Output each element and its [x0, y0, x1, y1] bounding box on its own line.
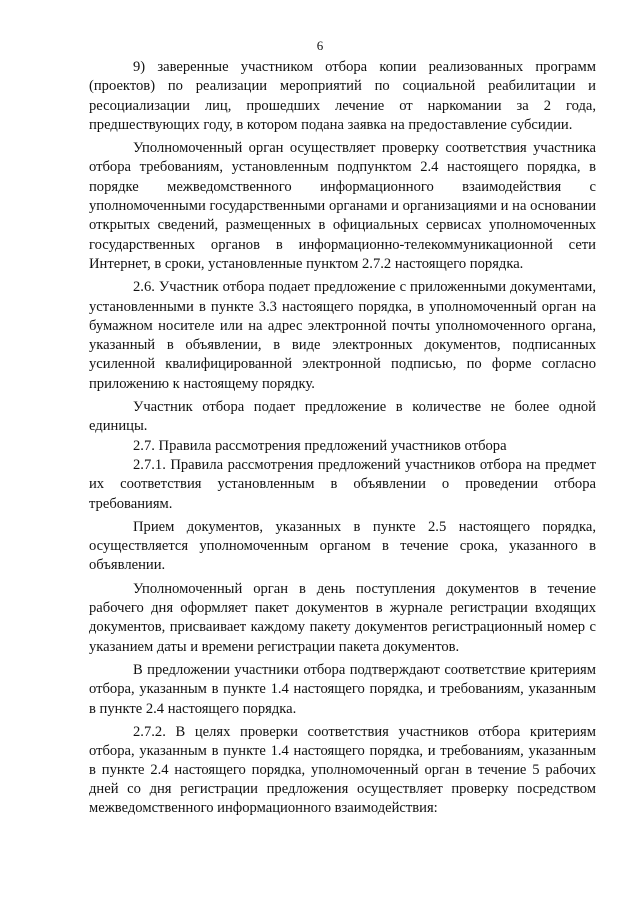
- paragraph-proposal-count: Участник отбора подает предложение в количестве не более одной единицы.: [89, 399, 596, 435]
- paragraph-verification: Уполномоченный орган осуществляет проверку соответствия участника отбора требованиям, установленным подпунктом 2.4 настоящего порядка, в порядке межведомственного информационного взаимодействия с уполномоченными государственными органами и организациями и на основании открытых сведений, размещенных в официальных сервисах уполномоченных государственных органов в информационно-телекоммуникационной сети Интернет, в сроки, установленные пунктом 2.7.2 настоящего порядка.: [89, 140, 596, 272]
- document-body: [89, 58, 596, 818]
- paragraph-2-7-1: 2.7.1. Правила рассмотрения предложений участников отбора на предмет их соответствия установленным в объявлении о проведении отбора требованиям.: [89, 456, 596, 512]
- section-heading-2-7: 2.7. Правила рассмотрения предложений участников отбора: [133, 437, 507, 454]
- page-number: 6: [316, 38, 324, 53]
- paragraph-criteria-confirmation: В предложении участники отбора подтверждают соответствие критериям отбора, указанным в пункте 1.4 настоящего порядка, и требованиям, указанным в пункте 2.4 настоящего порядка.: [89, 661, 596, 717]
- paragraph-2-6: 2.6. Участник отбора подает предложение с приложенными документами, установленными в пункте 3.3 настоящего порядка, в уполномоченный орган на бумажном носителе или на адрес электронной почты уполномоченного органа, указанный в объявлении, в виде электронных документов, подписанных усиленной квалифицированной электронной подписью, по форме согласно приложению к настоящему порядку.: [89, 279, 596, 392]
- paragraph-item-9: 9) заверенные участником отбора копии реализованных программ (проектов) по реализации мероприятий по социальной реабилитации и ресоциализации лиц, прошедших лечение от наркомании за 2 года, предшествующих году, в котором подана заявка на предоставление субсидии.: [89, 59, 596, 133]
- paragraph-2-7-2: 2.7.2. В целях проверки соответствия участников отбора критериям отбора, указанным в пункте 1.4 настоящего порядка, и требованиям, указанным в пункте 2.4 настоящего порядка, уполномоченный орган в течение 5 рабочих дней со дня регистрации предложения осуществляет проверку посредством межведомственного информационного взаимодействия:: [89, 723, 596, 817]
- paragraph-document-reception: Прием документов, указанных в пункте 2.5 настоящего порядка, осуществляется уполномоченным органом в течение срока, указанного в объявлении.: [89, 518, 596, 574]
- paragraph-registration: Уполномоченный орган в день поступления документов в течение рабочего дня оформляет пакет документов в журнале регистрации входящих документов, присваивает каждому пакету документов регистрационный номер с указанием даты и времени регистрации пакета документов.: [89, 580, 596, 655]
